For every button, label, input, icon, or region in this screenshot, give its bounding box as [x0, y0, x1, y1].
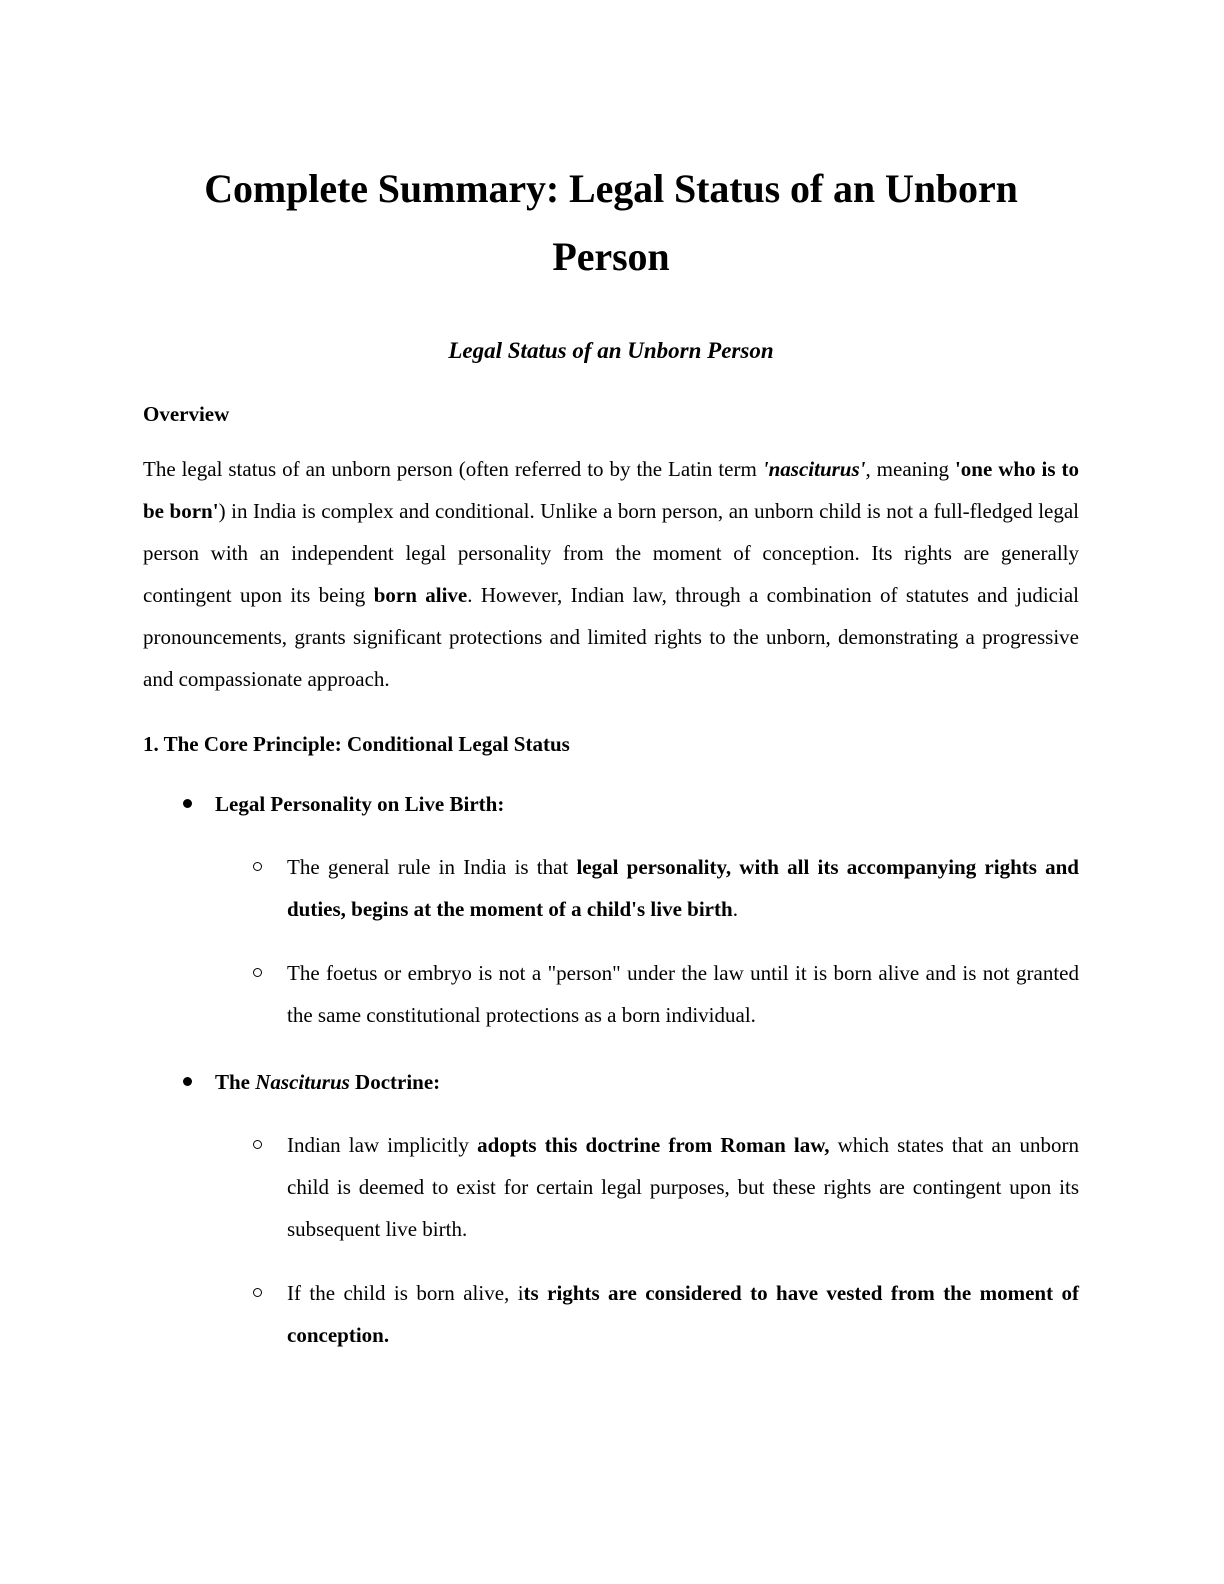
bullet-label	[215, 1062, 1079, 1102]
list-item	[215, 1102, 1079, 1250]
sub-seg-3: .	[732, 897, 738, 921]
sub-bullet-list	[215, 1102, 1079, 1356]
bullet-label-suffix: Doctrine:	[349, 1070, 441, 1094]
list-item	[215, 824, 1079, 930]
overview-term-nasciturus: 'nasciturus'	[762, 457, 866, 481]
sub-seg-2-bold: ts rights are considered to have vested from the moment of conception.	[287, 1281, 1079, 1347]
overview-seg-3: , meaning	[865, 457, 955, 481]
sub-bullet-text	[287, 1124, 1079, 1250]
sub-seg-3: which states that an unborn child is deemed to exist for certain legal purposes, but these rights are contingent upon its subsequent live birth.	[287, 1133, 1079, 1241]
overview-term-born-alive: born alive	[373, 583, 468, 607]
disc-bullet-icon	[183, 1062, 192, 1102]
sub-seg-2-bold: legal personality, with all its accompanying rights and duties, begins at the moment of a child's live birth	[287, 855, 1079, 921]
sub-bullet-text	[287, 846, 1079, 930]
sub-seg-1: Indian law implicitly	[287, 1133, 478, 1157]
sub-seg-2-bold: adopts this doctrine from Roman law,	[477, 1133, 830, 1157]
list-item	[143, 758, 1079, 1036]
sub-bullet-text	[287, 1272, 1079, 1356]
bullet-label	[215, 784, 1079, 824]
circle-bullet-icon	[253, 846, 262, 888]
disc-bullet-icon	[183, 784, 192, 824]
document-subtitle: Legal Status of an Unborn Person	[448, 338, 774, 363]
list-item	[215, 930, 1079, 1036]
bullet-label-italic: Nasciturus	[255, 1070, 350, 1094]
overview-seg-7: . However, Indian law, through a combination of statutes and judicial pronouncements, grants significant protections and limited rights to the unborn, demonstrating a progressive and compassionate approach.	[143, 583, 1079, 691]
sub-seg-1: The foetus or embryo is not a "person" under the law until it is born alive and is not granted the same constitutional protections as a born individual.	[287, 961, 1079, 1027]
document-body	[143, 0, 1079, 1356]
sub-seg-1: The general rule in India is that	[287, 855, 577, 879]
overview-seg-5: ) in India is complex and conditional. Unlike a born person, an unborn child is not a full-fledged legal person with an independent legal personality from the moment of conception. Its rights are generally contingent upon its being	[143, 499, 1080, 607]
bullet-label-text: Legal Personality on Live Birth:	[215, 792, 505, 816]
sub-bullet-list	[215, 824, 1079, 1036]
circle-bullet-icon	[253, 1272, 262, 1314]
circle-bullet-icon	[253, 1124, 262, 1166]
list-item	[215, 1250, 1079, 1356]
overview-term-one-who-is-to-be-born: 'one who is to be born'	[143, 457, 1079, 523]
sub-bullet-text	[287, 952, 1079, 1036]
overview-seg-1: The legal status of an unborn person (often referred to by the Latin term	[143, 457, 763, 481]
overview-heading: Overview	[143, 402, 230, 426]
section-1-heading: 1. The Core Principle: Conditional Legal Status	[143, 732, 570, 756]
sub-seg-1: If the child is born alive, i	[287, 1281, 524, 1305]
section-1-bullet-list	[143, 758, 1079, 1356]
bullet-label-text: The	[215, 1070, 256, 1094]
overview-paragraph	[143, 428, 1079, 700]
circle-bullet-icon	[253, 952, 262, 994]
page-title: Complete Summary: Legal Status of an Unborn Person	[204, 166, 1018, 279]
list-item	[143, 1036, 1079, 1356]
